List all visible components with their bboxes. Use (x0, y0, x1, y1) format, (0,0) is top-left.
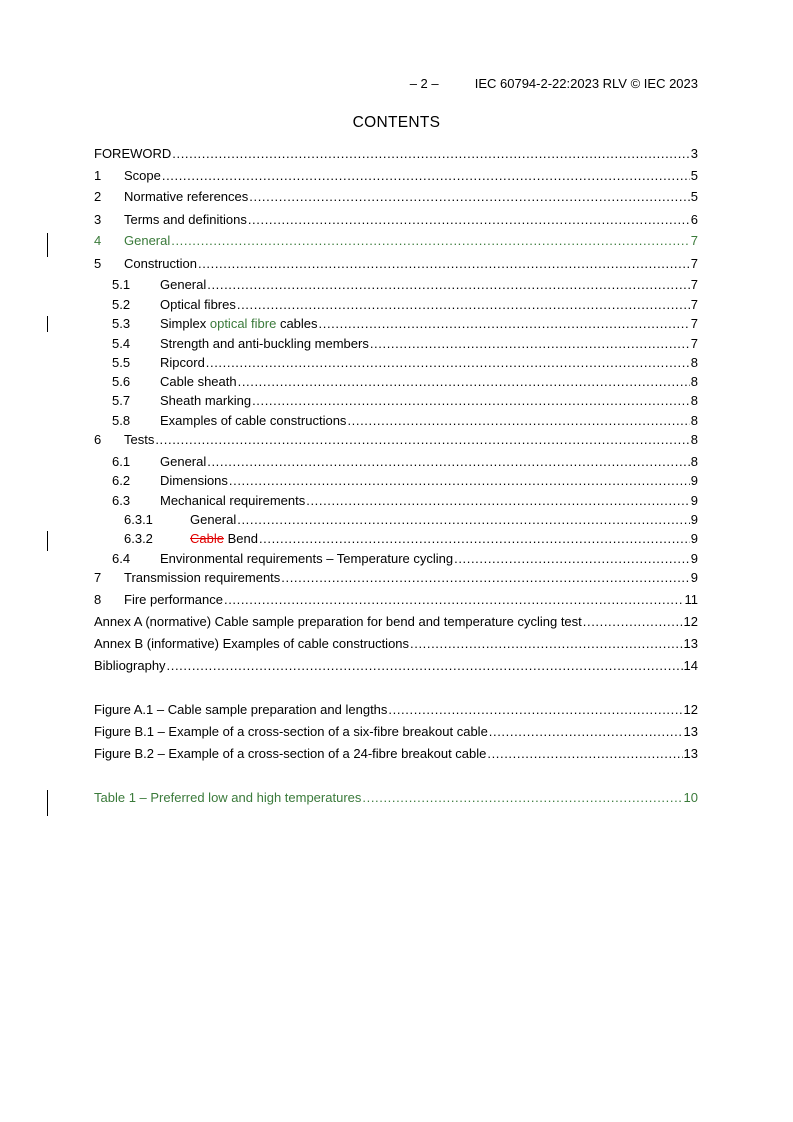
toc-entry[interactable] (94, 454, 698, 470)
toc-entry-page: 8 (690, 454, 698, 469)
dot-leader (370, 336, 690, 352)
toc-entry-number: 5.7 (112, 393, 131, 408)
page-label: – 2 – (409, 76, 439, 91)
toc-entry-page: 9 (690, 473, 698, 488)
dot-leader (155, 432, 689, 448)
toc-entry-title: General (160, 277, 207, 292)
dot-leader (259, 531, 690, 547)
toc-entry-page: 9 (690, 531, 698, 546)
toc-entry-title: Construction (124, 256, 197, 271)
toc-entry-title: Strength and anti-buckling members (160, 336, 369, 351)
dot-leader (206, 355, 690, 371)
toc-entry[interactable] (94, 277, 698, 293)
toc-entry-title: Figure B.1 – Example of a cross-section of a six-fibre breakout cable (94, 724, 488, 739)
toc-entry-title: Table 1 – Preferred low and high temperatures (94, 790, 362, 805)
dot-leader (281, 570, 689, 586)
dot-leader (583, 614, 683, 630)
toc-entry-page: 13 (683, 724, 698, 739)
toc-entry[interactable] (94, 413, 698, 429)
toc-entry[interactable] (94, 724, 698, 740)
toc-entry-number: 2 (94, 189, 102, 204)
dot-leader (252, 393, 690, 409)
toc-entry-number: 5.6 (112, 374, 131, 389)
toc-entry-page: 8 (690, 355, 698, 370)
change-bar (47, 233, 48, 257)
dot-leader (172, 146, 689, 162)
toc-entry[interactable] (94, 636, 698, 652)
toc-entry-number: 1 (94, 168, 102, 183)
toc-title-text: Simplex (160, 316, 210, 331)
toc-entry-title: General (124, 233, 171, 248)
toc-entry[interactable] (94, 432, 698, 448)
toc-entry-page: 3 (690, 146, 698, 161)
toc-entry-title: Examples of cable constructions (160, 413, 347, 428)
toc-entry-number: 5.2 (112, 297, 131, 312)
dot-leader (198, 256, 690, 272)
contents-title: CONTENTS (352, 114, 441, 131)
document-id: IEC 60794-2-22:2023 RLV © IEC 2023 (474, 76, 698, 91)
toc-entry-title: Transmission requirements (124, 570, 281, 585)
toc-entry[interactable] (94, 168, 698, 184)
toc-entry-number: 6.3.2 (124, 531, 153, 546)
toc-entry-title: FOREWORD (94, 146, 172, 161)
toc-entry[interactable] (94, 256, 698, 272)
toc-entry-page: 11 (684, 592, 698, 607)
toc-entry-page: 5 (690, 189, 698, 204)
toc-entry-title: Annex A (normative) Cable sample preparation for bend and temperature cycling test (94, 614, 582, 629)
toc-entry-title: Normative references (124, 189, 249, 204)
toc-entry-title (190, 531, 258, 547)
running-header (94, 76, 698, 91)
toc-entry-page: 12 (683, 614, 698, 629)
dot-leader (162, 168, 690, 184)
toc-entry-title: General (160, 454, 207, 469)
toc-entry[interactable] (94, 316, 698, 332)
dot-leader (362, 790, 682, 806)
toc-entry-number: 4 (94, 233, 102, 248)
toc-entry-number: 6.3 (112, 493, 131, 508)
toc-entry[interactable] (94, 146, 698, 162)
dot-leader (319, 316, 690, 332)
toc-entry-title: Tests (124, 432, 155, 447)
toc-entry[interactable] (94, 473, 698, 489)
inserted-text: optical fibre (209, 316, 277, 331)
toc-entry-number: 6.4 (112, 551, 131, 566)
deleted-text: Cable (190, 531, 224, 546)
toc-title-text: cables (276, 316, 318, 331)
toc-entry-title: Sheath marking (160, 393, 252, 408)
toc-entry-title (160, 316, 318, 332)
change-bar (47, 531, 48, 551)
toc-entry[interactable] (94, 551, 698, 567)
toc-entry[interactable] (94, 212, 698, 228)
dot-leader (410, 636, 683, 652)
toc-entry-page: 14 (683, 658, 698, 673)
toc-entry-number: 5.8 (112, 413, 131, 428)
change-bar (47, 790, 48, 816)
toc-entry[interactable] (94, 393, 698, 409)
toc-entry-page: 9 (690, 493, 698, 508)
dot-leader (248, 212, 690, 228)
toc-entry[interactable] (94, 493, 698, 509)
toc-entry[interactable] (94, 614, 698, 630)
toc-entry[interactable] (94, 658, 698, 674)
toc-entry-title: Environmental requirements – Temperature cycling (160, 551, 454, 566)
dot-leader (306, 493, 690, 509)
toc-entry-page: 8 (690, 413, 698, 428)
toc-entry[interactable] (94, 374, 698, 390)
dot-leader (229, 473, 690, 489)
toc-entry[interactable] (94, 512, 698, 528)
toc-entry-page: 7 (690, 277, 698, 292)
dot-leader (347, 413, 689, 429)
toc-entry-page: 12 (683, 702, 698, 717)
toc-entry-page: 10 (683, 790, 698, 805)
toc-entry[interactable] (94, 531, 698, 547)
toc-entry-number: 3 (94, 212, 102, 227)
toc-entry[interactable] (94, 189, 698, 205)
toc-entry[interactable] (94, 233, 698, 249)
toc-entry-page: 7 (690, 336, 698, 351)
dot-leader (237, 297, 690, 313)
toc-entry-title: Cable sheath (160, 374, 237, 389)
toc-title-text: Bend (223, 531, 258, 546)
toc-entry-page: 13 (683, 746, 698, 761)
toc-entry-title: Scope (124, 168, 161, 183)
toc-entry-page: 8 (690, 374, 698, 389)
toc-entry[interactable] (94, 790, 698, 806)
toc-entry-title: Mechanical requirements (160, 493, 306, 508)
toc-entry-page: 8 (690, 393, 698, 408)
toc-entry-number: 7 (94, 570, 102, 585)
dot-leader (249, 189, 689, 205)
change-bar (47, 316, 48, 332)
toc-entry-number: 6.3.1 (124, 512, 153, 527)
toc-entry-page: 13 (683, 636, 698, 651)
toc-entry[interactable] (94, 297, 698, 313)
toc-entry-page: 9 (690, 570, 698, 585)
toc-entry-title: Annex B (informative) Examples of cable constructions (94, 636, 410, 651)
toc-entry[interactable] (94, 570, 698, 586)
toc-entry-page: 7 (690, 233, 698, 248)
toc-entry-number: 5.3 (112, 316, 131, 331)
toc-entry-title: Figure B.2 – Example of a cross-section of a 24-fibre breakout cable (94, 746, 487, 761)
dot-leader (237, 512, 690, 528)
toc-entry[interactable] (94, 336, 698, 352)
toc-entry-title: Figure A.1 – Cable sample preparation and lengths (94, 702, 388, 717)
toc-entry-number: 5.1 (112, 277, 131, 292)
toc-entry-page: 5 (690, 168, 698, 183)
dot-leader (487, 746, 682, 762)
toc-entry-title: General (190, 512, 237, 527)
toc-entry-number: 5.4 (112, 336, 131, 351)
toc-entry-page: 6 (690, 212, 698, 227)
toc-entry-page: 9 (690, 512, 698, 527)
toc-entry-page: 7 (690, 256, 698, 271)
toc-entry-page: 7 (690, 297, 698, 312)
toc-entry[interactable] (94, 592, 698, 608)
toc-entry-title: Ripcord (160, 355, 205, 370)
toc-entry-page: 8 (690, 432, 698, 447)
dot-leader (171, 233, 690, 249)
dot-leader (224, 592, 684, 608)
dot-leader (489, 724, 683, 740)
toc-entry[interactable] (94, 702, 698, 718)
toc-entry-title: Optical fibres (160, 297, 236, 312)
toc-entry-number: 8 (94, 592, 102, 607)
toc-entry-number: 5 (94, 256, 102, 271)
dot-leader (388, 702, 682, 718)
toc-entry-title: Terms and definitions (124, 212, 247, 227)
toc-entry-number: 5.5 (112, 355, 131, 370)
toc-entry-title: Fire performance (124, 592, 223, 607)
toc-entry-number: 6 (94, 432, 102, 447)
dot-leader (207, 277, 690, 293)
toc-entry-title: Bibliography (94, 658, 166, 673)
toc-entry-number: 6.2 (112, 473, 131, 488)
toc-entry[interactable] (94, 746, 698, 762)
dot-leader (167, 658, 683, 674)
toc-entry-number: 6.1 (112, 454, 131, 469)
toc-entry-page: 9 (690, 551, 698, 566)
toc-entry[interactable] (94, 355, 698, 371)
toc-entry-page: 7 (690, 316, 698, 331)
dot-leader (207, 454, 690, 470)
dot-leader (454, 551, 690, 567)
toc-entry-title: Dimensions (160, 473, 228, 488)
dot-leader (238, 374, 690, 390)
